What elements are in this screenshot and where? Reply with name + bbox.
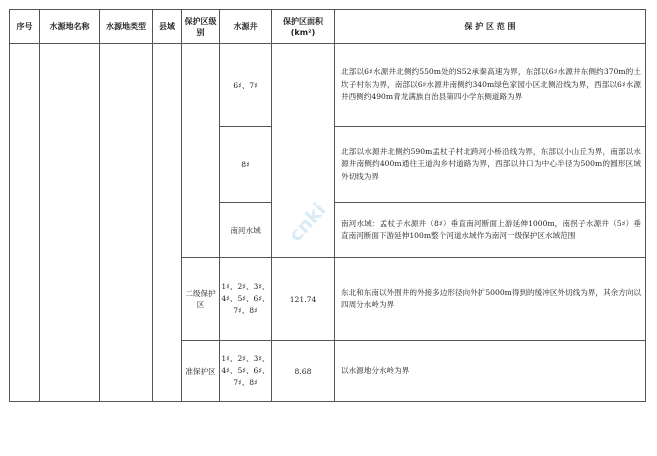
cell-well: 南河水域 — [220, 203, 272, 258]
cell-scope: 北部以水源井北侧约590m孟杖子村北跨河小桥沿线为界，东部以小山丘为界，南部以水源井南侧约400m通往王道沟乡村道路为界，西部以井口为中心半径为500m的圆形区域外切线为界 — [335, 127, 646, 203]
header-well: 水源井 — [220, 10, 272, 44]
header-source-name: 水源地名称 — [40, 10, 100, 44]
cell-scope: 北部以6♯水源井北侧约550m处的S52承秦高速为界，东部以6♯水源井东侧约370m的土坎子村东为界，南部以6♯水源井南侧约340m绿色家园小区北侧沿线为界，西部以6♯水源井西侧约490m青龙满族自治县第四小学东侧道路为界 — [335, 44, 646, 127]
cell-county — [153, 44, 182, 402]
header-level: 保护区级别 — [182, 10, 220, 44]
header-area-label: 保护区面积 — [283, 16, 323, 26]
cell-scope: 以水源地分水岭为界 — [335, 341, 646, 402]
cell-level: 二级保护区 — [182, 258, 220, 341]
header-row — [10, 10, 646, 44]
header-area — [272, 10, 335, 44]
cell-well: 6♯、7♯ — [220, 44, 272, 127]
header-seq: 序号 — [10, 10, 40, 44]
cell-well: 8♯ — [220, 127, 272, 203]
protection-zone-table — [9, 9, 646, 402]
cell-seq — [10, 44, 40, 402]
cell-well: 1♯、2♯、3♯、4♯、5♯、6♯、7♯、8♯ — [220, 258, 272, 341]
header-scope: 保 护 区 范 围 — [335, 10, 646, 44]
cell-scope: 南河水域：孟杖子水源井（8♯）垂直南河断面上游延伸1000m，南拐子水源井（5♯）垂直南河断面下游延伸100m整个河道水域作为南河一级保护区水域范围 — [335, 203, 646, 258]
cell-area-first — [272, 44, 335, 258]
table-row — [10, 44, 646, 127]
cell-well: 1♯、2♯、3♯、4♯、5♯、6♯、7♯、8♯ — [220, 341, 272, 402]
header-county: 县域 — [153, 10, 182, 44]
cell-area: 8.68 — [272, 341, 335, 402]
cell-area: 121.74 — [272, 258, 335, 341]
cell-level: 准保护区 — [182, 341, 220, 402]
cell-scope: 东北和东南以外围井的外接多边形径向外扩5000m得到的缓冲区外切线为界，其余方向以四周分水岭为界 — [335, 258, 646, 341]
cnki-watermark: cnki — [284, 198, 331, 247]
header-area-unit: (km²) — [290, 27, 316, 37]
cell-level-first — [182, 44, 220, 258]
cell-source-name — [40, 44, 100, 402]
cell-source-type — [100, 44, 153, 402]
header-source-type: 水源地类型 — [100, 10, 153, 44]
